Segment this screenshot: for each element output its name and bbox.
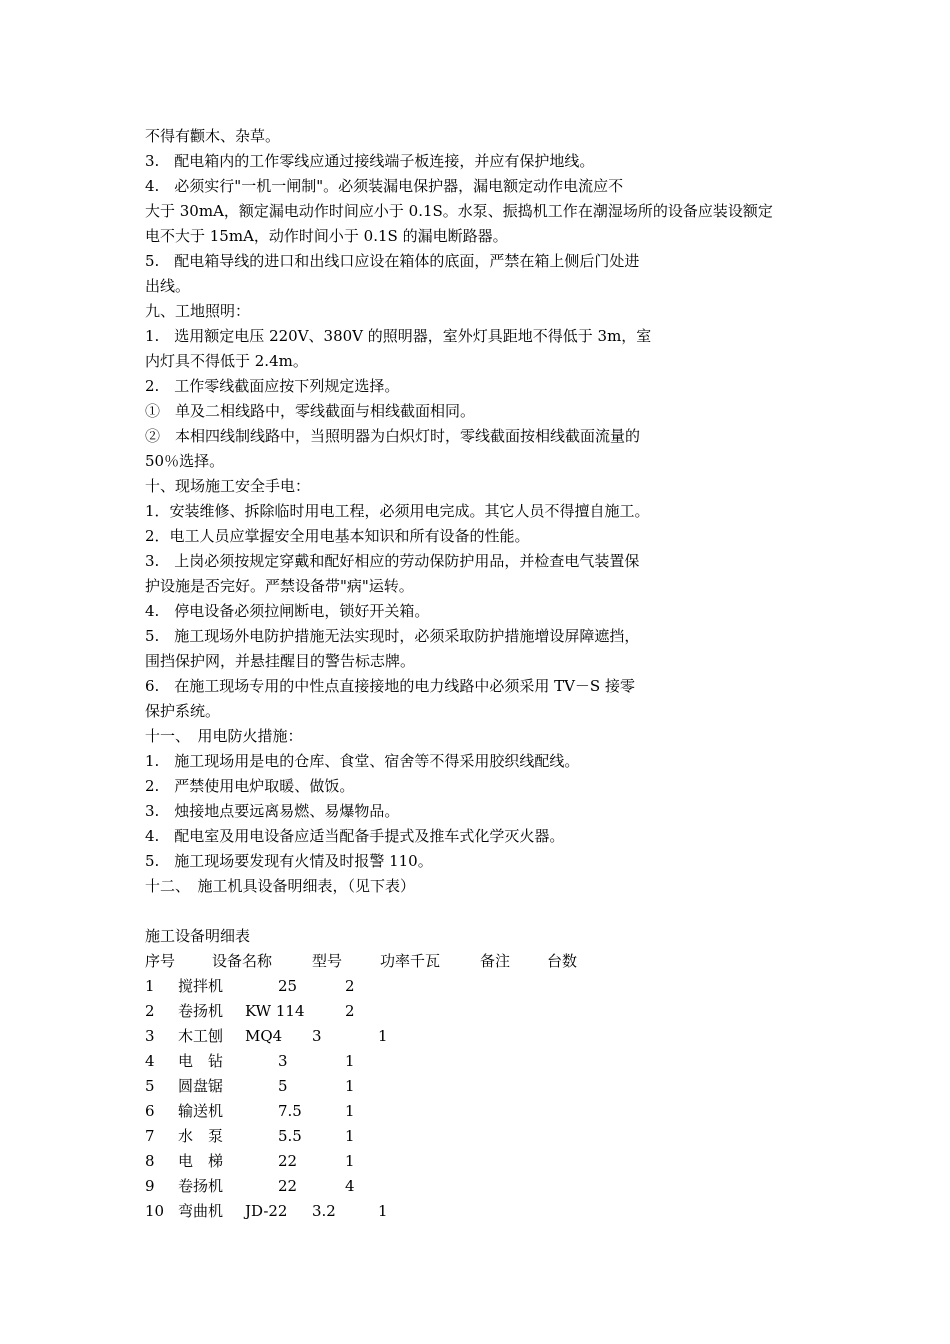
row-name: 输送机 — [178, 1102, 224, 1120]
table-header-name: 设备名称 — [212, 952, 273, 970]
row-index: 5 — [145, 1077, 155, 1095]
section-heading: 九、工地照明： — [145, 302, 251, 320]
text-line: 大于 30mA，额定漏电动作时间应小于 0.1S。水泵、振捣机工作在潮湿场所的设备应装设额定 — [145, 202, 773, 220]
row-model: MQ4 — [245, 1027, 283, 1045]
row-name: 搅拌机 — [178, 977, 224, 995]
row-count: 1 — [378, 1202, 388, 1220]
table-header-count: 台数 — [547, 952, 578, 970]
row-index: 2 — [145, 1002, 155, 1020]
table-header-note: 备注 — [480, 952, 511, 970]
text-line: 4. 必须实行"一机一闸制"。必须装漏电保护器，漏电额定动作电流应不 — [145, 177, 624, 195]
text-line: 3. 上岗必须按规定穿戴和配好相应的劳动保防护用品，并检查电气装置保 — [145, 552, 640, 570]
row-count: 4 — [345, 1177, 355, 1195]
row-power: 22 — [278, 1152, 298, 1170]
row-index: 7 — [145, 1127, 155, 1145]
row-power: 5.5 — [278, 1127, 302, 1145]
text-line: 5. 施工现场外电防护措施无法实现时，必须采取防护措施增设屏障遮挡， — [145, 627, 640, 645]
row-count: 2 — [345, 977, 355, 995]
row-model: JD-22 — [245, 1202, 288, 1220]
text-line: 内灯具不得低于 2.4m。 — [145, 352, 308, 370]
text-line: 不得有颧木、杂草。 — [145, 127, 281, 145]
text-line: 围挡保护网，并悬挂醒目的警告标志牌。 — [145, 652, 416, 670]
row-name: 圆盘锯 — [178, 1077, 224, 1095]
row-power: 25 — [278, 977, 298, 995]
row-name: 卷扬机 — [178, 1002, 224, 1020]
row-name: 弯曲机 — [178, 1202, 224, 1220]
row-index: 8 — [145, 1152, 155, 1170]
row-count: 1 — [345, 1052, 355, 1070]
section-heading: 十二、 施工机具设备明细表，（见下表） — [145, 877, 416, 895]
text-line: ② 本相四线制线路中，当照明器为白炽灯时，零线截面按相线截面流量的 — [145, 427, 641, 445]
row-count: 1 — [345, 1127, 355, 1145]
text-line: 2．电工人员应掌握安全用电基本知识和所有设备的性能。 — [145, 527, 530, 545]
row-count: 1 — [378, 1027, 388, 1045]
text-line: 1．安装维修、拆除临时用电工程，必须用电完成。其它人员不得擅自施工。 — [145, 502, 650, 520]
text-line: 2. 工作零线截面应按下列规定选择。 — [145, 377, 400, 395]
text-line: 电不大于 15mA，动作时间小于 0.1S 的漏电断路器。 — [145, 227, 508, 245]
row-name: 木工刨 — [178, 1027, 224, 1045]
text-line: 5. 配电箱导线的进口和出线口应设在箱体的底面，严禁在箱上侧后门处进 — [145, 252, 640, 270]
row-index: 10 — [145, 1202, 165, 1220]
text-line: 出线。 — [145, 277, 191, 295]
row-power: 7.5 — [278, 1102, 302, 1120]
row-power: 3 — [278, 1052, 288, 1070]
row-model: KW 114 — [245, 1002, 305, 1020]
row-power: 22 — [278, 1177, 298, 1195]
section-heading: 十、现场施工安全手电： — [145, 477, 311, 495]
text-line: 4. 配电室及用电设备应适当配备手提式及推车式化学灭火器。 — [145, 827, 565, 845]
row-power: 5 — [278, 1077, 288, 1095]
row-name: 电 梯 — [178, 1152, 224, 1170]
row-name: 电 钻 — [178, 1052, 224, 1070]
table-header-index: 序号 — [145, 952, 176, 970]
row-power: 3.2 — [312, 1202, 336, 1220]
row-index: 4 — [145, 1052, 155, 1070]
row-count: 2 — [345, 1002, 355, 1020]
text-line: 保护系统。 — [145, 702, 221, 720]
text-line: 3. 烛接地点要远离易燃、易爆物品。 — [145, 802, 400, 820]
table-title: 施工设备明细表 — [145, 927, 251, 945]
text-line: 5. 施工现场要发现有火情及时报警 110。 — [145, 852, 433, 870]
row-power: 3 — [312, 1027, 322, 1045]
text-line: 1. 施工现场用是电的仓库、食堂、宿舍等不得采用胶织线配线。 — [145, 752, 580, 770]
section-heading: 十一、 用电防火措施： — [145, 727, 303, 745]
text-line: 护设施是否完好。严禁设备带"病"运转。 — [145, 577, 414, 595]
text-line: 2. 严禁使用电炉取暖、做饭。 — [145, 777, 355, 795]
text-line: 4. 停电设备必须拉闸断电，锁好开关箱。 — [145, 602, 430, 620]
row-name: 水 泵 — [178, 1127, 224, 1145]
row-index: 9 — [145, 1177, 155, 1195]
row-count: 1 — [345, 1077, 355, 1095]
table-header-power: 功率千瓦 — [380, 952, 441, 970]
text-line: ① 单及二相线路中，零线截面与相线截面相同。 — [145, 402, 476, 420]
text-line: 3. 配电箱内的工作零线应通过接线端子板连接，并应有保护地线。 — [145, 152, 595, 170]
row-index: 3 — [145, 1027, 155, 1045]
table-header-model: 型号 — [312, 952, 343, 970]
row-index: 1 — [145, 977, 155, 995]
row-name: 卷扬机 — [178, 1177, 224, 1195]
text-line: 50％选择。 — [145, 452, 225, 470]
text-line: 6. 在施工现场专用的中性点直接接地的电力线路中必须采用 TV－S 接零 — [145, 677, 635, 695]
row-count: 1 — [345, 1102, 355, 1120]
row-index: 6 — [145, 1102, 155, 1120]
text-line: 1. 选用额定电压 220V、380V 的照明器，室外灯具距地不得低于 3m，室 — [145, 327, 652, 345]
row-count: 1 — [345, 1152, 355, 1170]
